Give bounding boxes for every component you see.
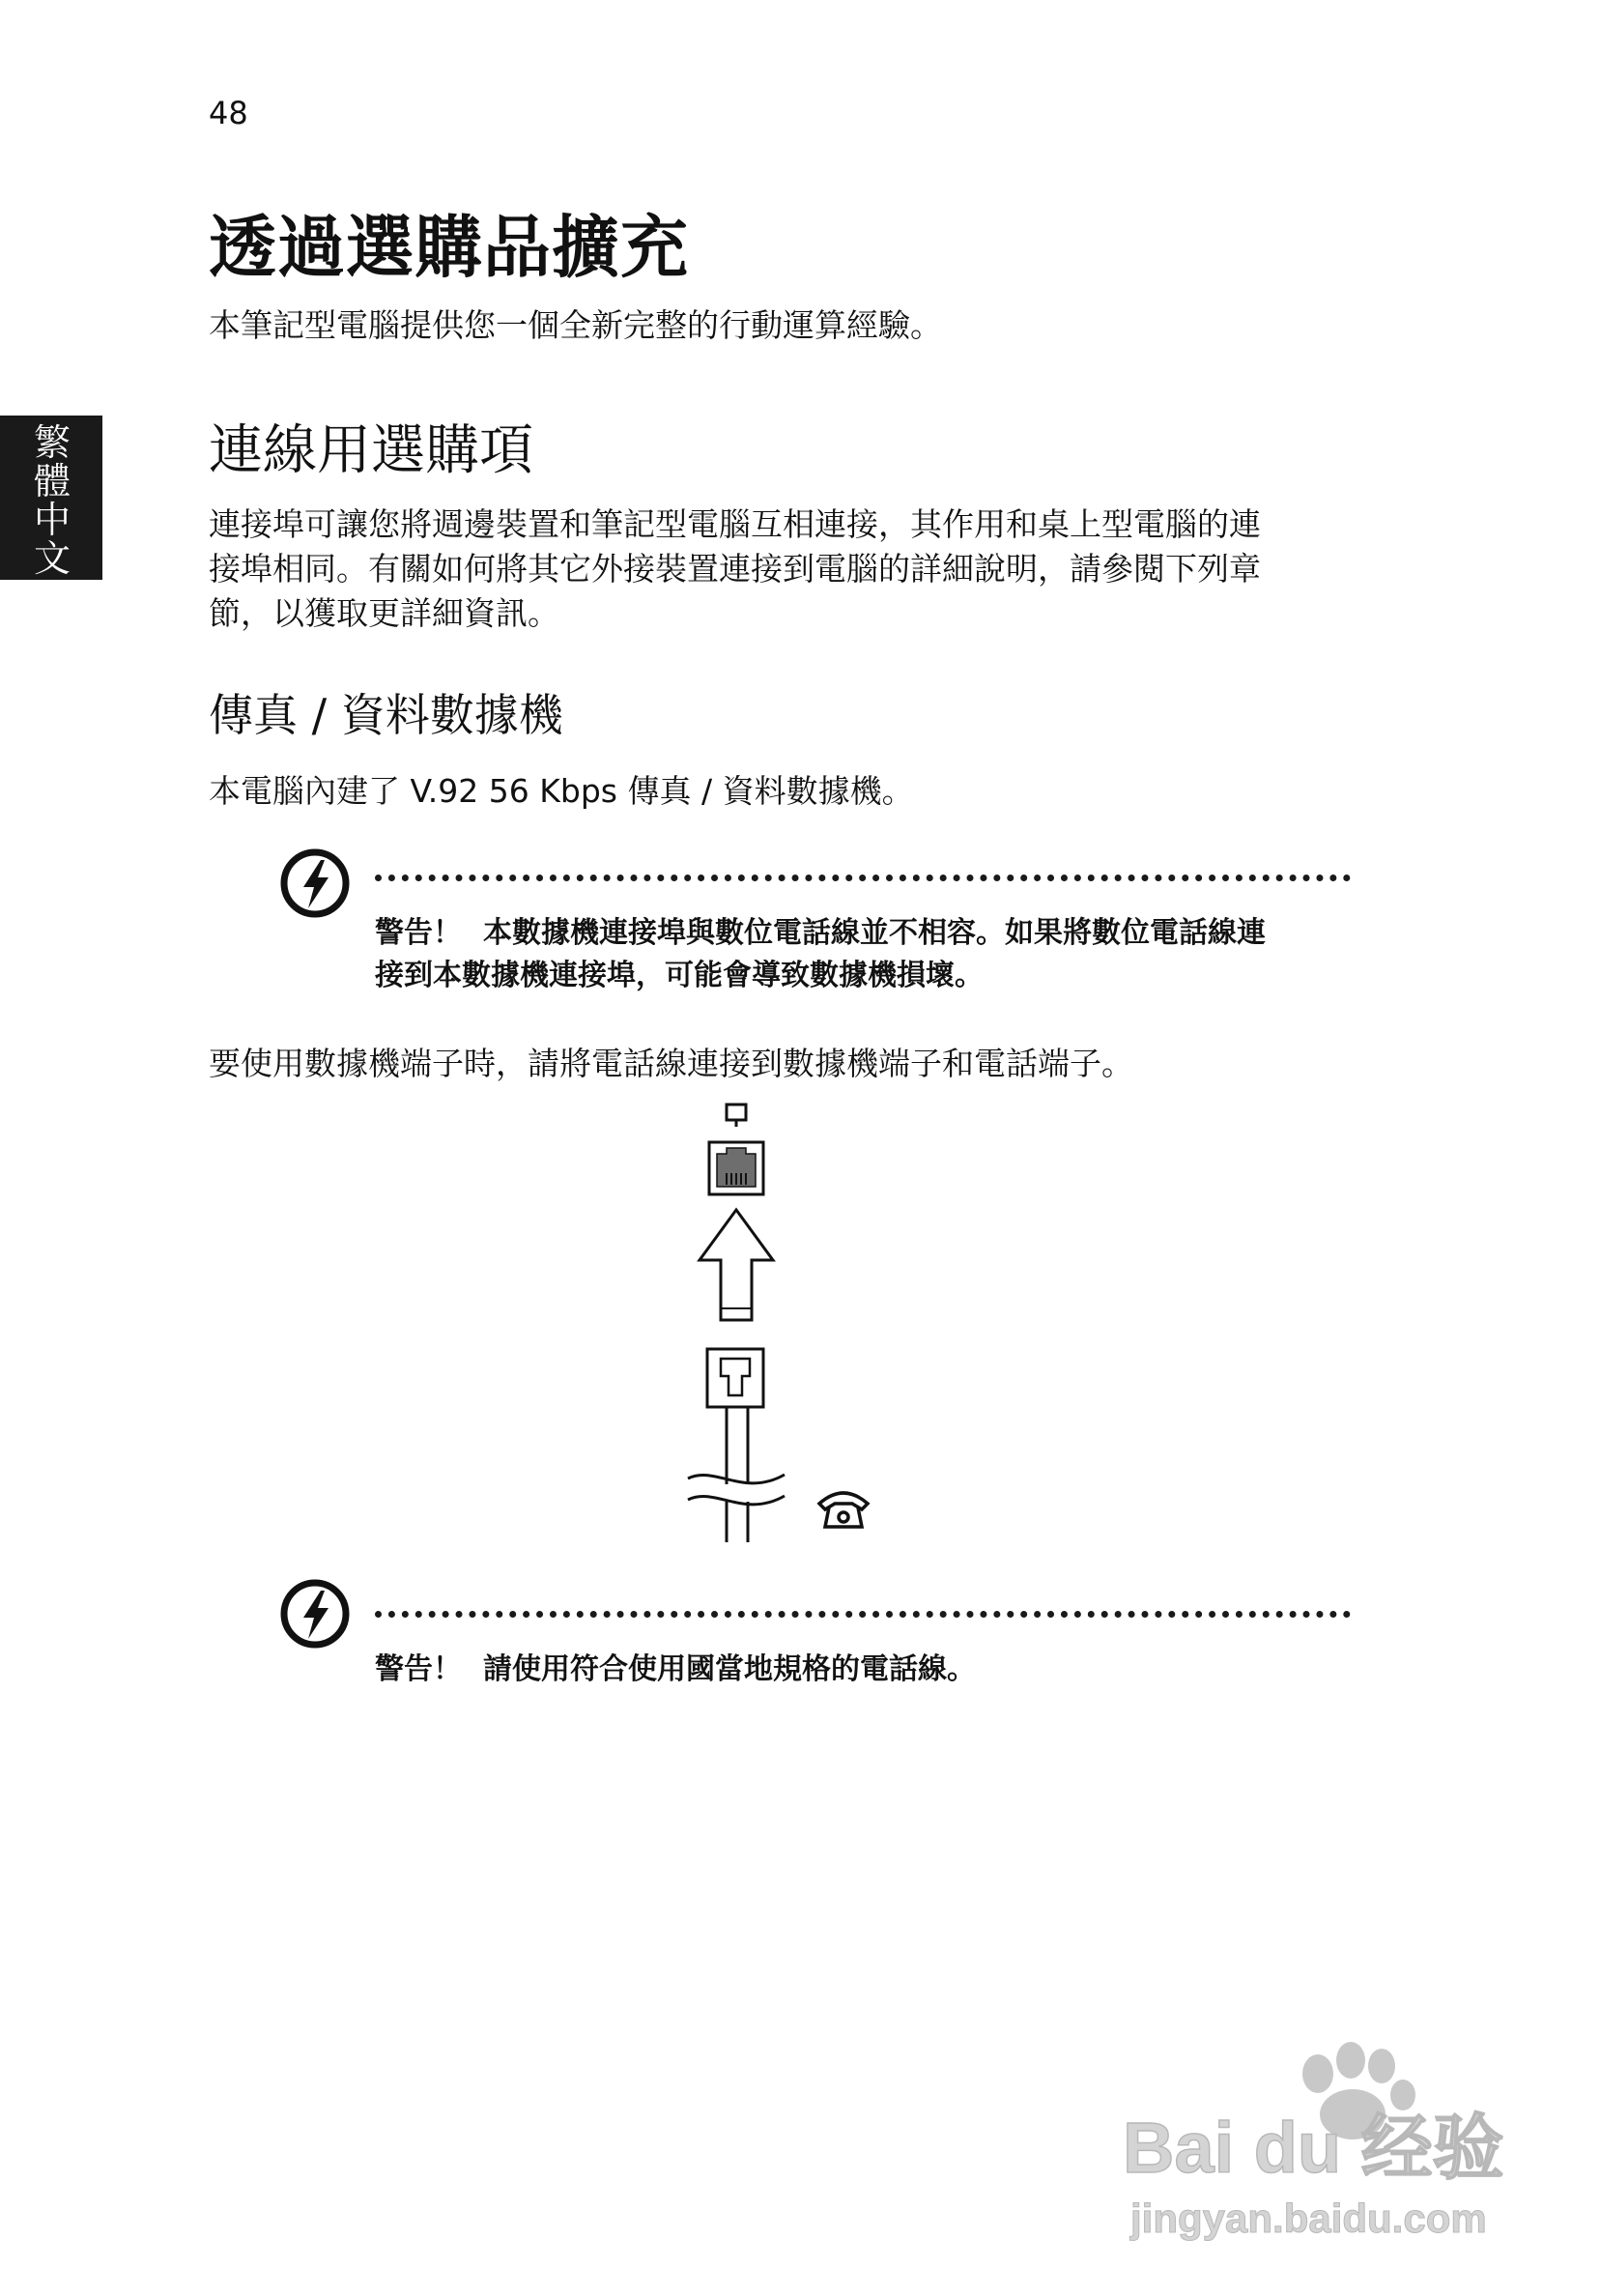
modem-connection-diagram	[676, 1092, 908, 1556]
telephone-icon	[819, 1493, 868, 1527]
warning-line-text: 本數據機連接埠與數位電話線並不相容。如果將數位電話線連	[483, 916, 1266, 950]
warning-label: 警告！	[375, 916, 462, 950]
warning-line: 接到本數據機連接埠，可能會導致數據機損壞。	[375, 959, 984, 992]
warning-line-text: 請使用符合使用國當地規格的電話線。	[483, 1652, 976, 1686]
warning-divider	[375, 875, 1351, 881]
section-body	[209, 502, 1261, 636]
subsection-heading: 傳真 / 資料數據機	[209, 689, 563, 741]
phone-cable-icon	[688, 1407, 785, 1542]
up-arrow-icon	[700, 1210, 773, 1320]
body-line: 節，以獲取更詳細資訊。	[209, 594, 559, 632]
rj11-jack-icon	[709, 1142, 763, 1194]
warning-line	[375, 912, 1266, 955]
warning-lightning-icon	[278, 1577, 352, 1650]
warning-text	[375, 912, 1266, 997]
warning-text	[375, 1649, 976, 1691]
language-tab-label: 繁體中文	[33, 421, 71, 580]
warning-label: 警告！	[375, 1652, 462, 1686]
page-title: 透過選購品擴充	[209, 208, 689, 287]
baidu-jingyan-watermark	[1101, 2029, 1507, 2261]
watermark-brand: Bai du 经验	[1123, 2108, 1504, 2188]
warning-lightning-icon	[278, 847, 352, 920]
section-heading: 連線用選購項	[209, 419, 533, 482]
warning-divider	[375, 1611, 1351, 1618]
page-number: 48	[209, 95, 248, 131]
body-line: 連接埠可讓您將週邊裝置和筆記型電腦互相連接，其作用和桌上型電腦的連	[209, 505, 1261, 543]
instruction-paragraph: 要使用數據機端子時，請將電話線連接到數據機端子和電話端子。	[209, 1045, 1133, 1082]
intro-paragraph: 本筆記型電腦提供您一個全新完整的行動運算經驗。	[209, 306, 942, 344]
watermark-url: jingyan.baidu.com	[1130, 2196, 1487, 2241]
language-side-tab	[0, 416, 102, 580]
body-line: 接埠相同。有關如何將其它外接裝置連接到電腦的詳細說明，請參閱下列章	[209, 550, 1261, 588]
warning-line	[375, 1649, 976, 1691]
subsection-body: 本電腦內建了 V.92 56 Kbps 傳真 / 資料數據機。	[209, 772, 914, 810]
modem-port-icon	[727, 1105, 746, 1127]
rj11-plug-icon	[707, 1349, 763, 1407]
